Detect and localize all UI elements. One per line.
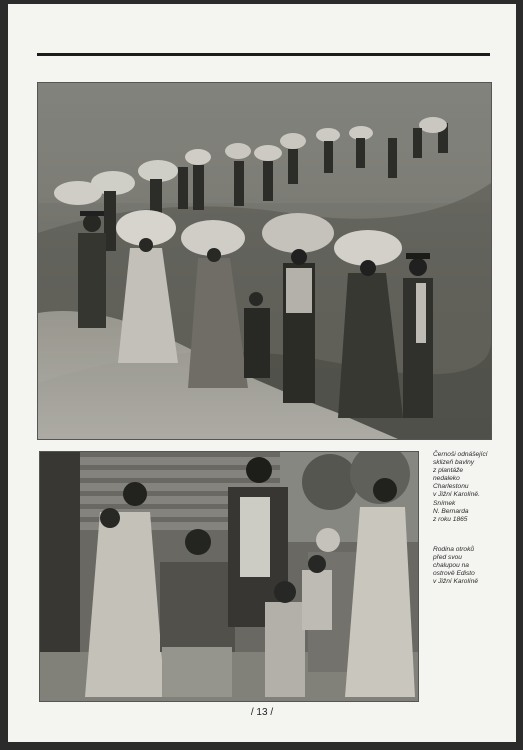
caption-line: z roku 1865	[433, 515, 468, 523]
photo-slave-family	[39, 451, 419, 702]
caption-line: před svou	[433, 554, 462, 562]
caption-line: z plantáže	[433, 467, 464, 475]
caption-line: Snímek	[433, 499, 456, 507]
caption-line: chalupou na	[433, 562, 469, 570]
caption-cotton-harvest	[433, 451, 505, 524]
caption-line: Rodina otroků	[433, 546, 475, 553]
caption-line: sklizeň bavlny	[433, 459, 475, 467]
photo-cotton-harvest	[37, 82, 492, 440]
caption-slave-family	[433, 546, 505, 586]
caption-line: v Jižní Karolíně	[433, 578, 479, 586]
caption-line: nedaleko	[433, 475, 460, 483]
caption-line: v Jižní Karolíně.	[433, 491, 480, 499]
page-number: / 13 /	[250, 707, 274, 718]
book-page	[8, 4, 516, 742]
caption-line: ostrově Edisto	[433, 570, 475, 578]
caption-line: N. Bernarda	[433, 507, 469, 515]
caption-line: Charlestonu	[433, 483, 469, 491]
caption-line: Černoši odnášející	[433, 451, 488, 458]
header-rule	[37, 53, 490, 56]
